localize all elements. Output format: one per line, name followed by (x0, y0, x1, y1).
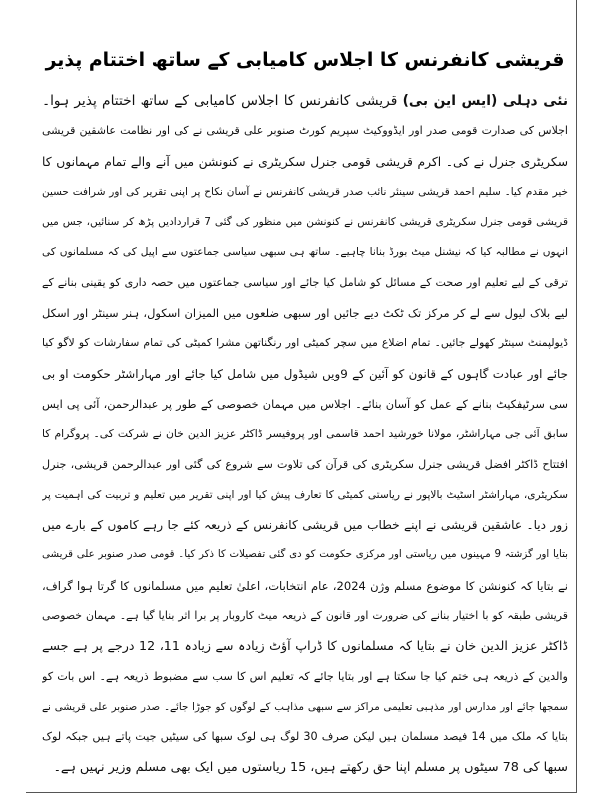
article-line (42, 450, 568, 480)
line-text: نے بتایا کہ کنونشن کا موضوع مسلم وژن 2024، عام انتخابات، اعلیٰ تعلیم میں مسلمانوں کا گرتا ہوا گراف، (42, 578, 568, 593)
column-rule-right (576, 0, 577, 792)
article-line (42, 753, 568, 783)
article-headline: قریشی کانفرنس کا اجلاس کامیابی کے ساتھ اختتام پذیر (45, 49, 565, 71)
line-text: سی سرٹیفکیٹ بنانے کے عمل کو آسان بنائے۔ اجلاس میں مہمان خصوصی کے طور پر عبدالرحمن، آئی پی ایس (42, 396, 568, 411)
article-line (42, 510, 568, 540)
line-text: خیر مقدم کیا۔ سلیم احمد قریشی سینئر نائب صدر قریشی کانفرنس نے آسان نکاح پر اپنی تقریر کی اور شرافت حسین (42, 185, 568, 198)
article-line (42, 177, 568, 207)
article-line (42, 298, 568, 328)
article-line (42, 237, 568, 267)
article-line (42, 722, 568, 752)
article-line (42, 116, 568, 146)
line-text: زور دیا۔ عاشقین قریشی نے اپنے خطاب میں قریشی کانفرنس کے ذریعہ کئے جا رہے کاموں کے بارے میں (42, 518, 568, 533)
article-line (42, 359, 568, 389)
article-line (42, 540, 568, 570)
article-line (42, 480, 568, 510)
line-text: انہوں نے مطالبہ کیا کہ نیشنل میٹ بورڈ بنانا چاہیے۔ ساتھ ہی سبھی سیاسی جماعتوں سے اپیل کی کہ مسلمانوں کی (42, 246, 568, 259)
line-text: سکریٹری جنرل نے کی۔ اکرم قریشی قومی جنرل سکریٹری نے کنونشن میں آنے والے تمام مہمانوں کا (42, 154, 568, 169)
article-line (42, 328, 568, 358)
article-line (42, 601, 568, 631)
article-line (42, 571, 568, 601)
dateline: نئی دہلی (ایس این بی) (402, 93, 568, 109)
line-text: جائے اور عبادت گاہوں کے قانون کو آئین کے 9ویں شیڈول میں شامل کیا جائے اور مہاراشٹر حکومت او بی (42, 366, 568, 381)
line-text: افتتاح ڈاکٹر افضل قریشی جنرل سکریٹری کی قرآن کی تلاوت سے شروع کی گئی اور عبدالرحمن قریشی، جنرل (42, 457, 568, 471)
line-text: قریشی طبقہ کو با اختیار بنانے کی ضرورت اور قانون کے ذریعہ میٹ کاروبار پر برا اثر بنایا گیا ہے۔ مہمان خصوصی (42, 609, 568, 623)
line-text: قریشی قومی جنرل سکریٹری قریشی کانفرنس نے کنونشن میں منظور کی گئی 7 قراردادیں پڑھ کر سنائیں، جس میں (42, 216, 568, 229)
article-line (42, 147, 568, 177)
article-line (42, 419, 568, 449)
line-text: ترقی کے لیے تعلیم اور صحت کے مسائل کو شامل کیا جائے اور سیاسی جماعتوں میں حصہ داری کو یقینی بنانے کے (42, 275, 568, 289)
article-body (42, 86, 568, 783)
line-text: سبھا کی 78 سیٹوں پر مسلم اپنا حق رکھتے ہیں، 15 ریاستوں میں ایک بھی مسلم وزیر نہیں ہے۔ (53, 759, 568, 775)
line-text: ڈیولپمنٹ سینٹر کھولے جائیں۔ تمام اضلاع میں سچر کمیٹی اور رنگناتھن مشرا کمیٹی کی تمام سفارشات کو لاگو کیا (42, 336, 568, 350)
line-text: والدین کے ذریعہ ہی ختم کیا جا سکتا ہے اور بتایا جائے کہ تعلیم اس کا سب سے مضبوط ذریعہ ہے۔ اس بات کو (42, 669, 568, 683)
article-line (42, 692, 568, 722)
article-line (42, 662, 568, 692)
line-text: بتایا اور گزشتہ 9 مہینوں میں ریاستی اور مرکزی حکومت کو دی گئی تفصیلات کا ذکر کیا۔ قومی صدر صنوبر علی قریشی (42, 549, 568, 561)
line-text: سکریٹری، مہاراشٹر اسٹیٹ بالاپور نے ریاستی کمیٹی کا تعارف پیش کیا اور اپنی تقریر میں تعلیم و تربیت کی اہمیت پر (42, 488, 568, 501)
article-line (42, 207, 568, 237)
line-text: اجلاس کی صدارت قومی صدر اور ایڈووکیٹ سپریم کورٹ صنوبر علی قریشی نے کی اور نظامت عاشقین قریشی (42, 124, 568, 138)
article-line (42, 389, 568, 419)
column-rule-bottom (26, 792, 577, 793)
line-text: لیے بلاک لیول سے لے کر مرکز تک ٹکٹ دیے جائیں اور سبھی ضلعوں میں المیزان اسکول، ہنر سینٹر اور اسکل (42, 306, 568, 321)
line-text: ڈاکٹر عزیز الدین خان نے بتایا کہ مسلمانوں کا ڈراپ آؤٹ زیادہ سے زیادہ 11، 12 درجے پر ہے جسے (42, 638, 568, 654)
line-text: سمجھا جائے اور مدارس اور مذہبی تعلیمی مراکز سے سبھی مذاہب کے لوگوں کو جوڑا جائے۔ صدر صنوبر علی قریشی نے (42, 700, 568, 713)
line-text: بتایا کہ ملک میں 14 فیصد مسلمان ہیں لیکن صرف 30 لوگ ہی لوک سبھا کی سیٹیں جیت پاتے ہیں جبکہ لوک (42, 730, 568, 744)
article-line (42, 268, 568, 298)
article-line (42, 631, 568, 661)
article-line (42, 86, 568, 116)
line-text: قریشی کانفرنس کا اجلاس کامیابی کے ساتھ اختتام پذیر ہوا۔ (42, 93, 398, 109)
line-text: سابق آئی جی مہاراشٹر، مولانا خورشید احمد قاسمی اور پروفیسر ڈاکٹر عزیز الدین خان نے شرکت کی۔ پروگرام کا (42, 427, 568, 441)
